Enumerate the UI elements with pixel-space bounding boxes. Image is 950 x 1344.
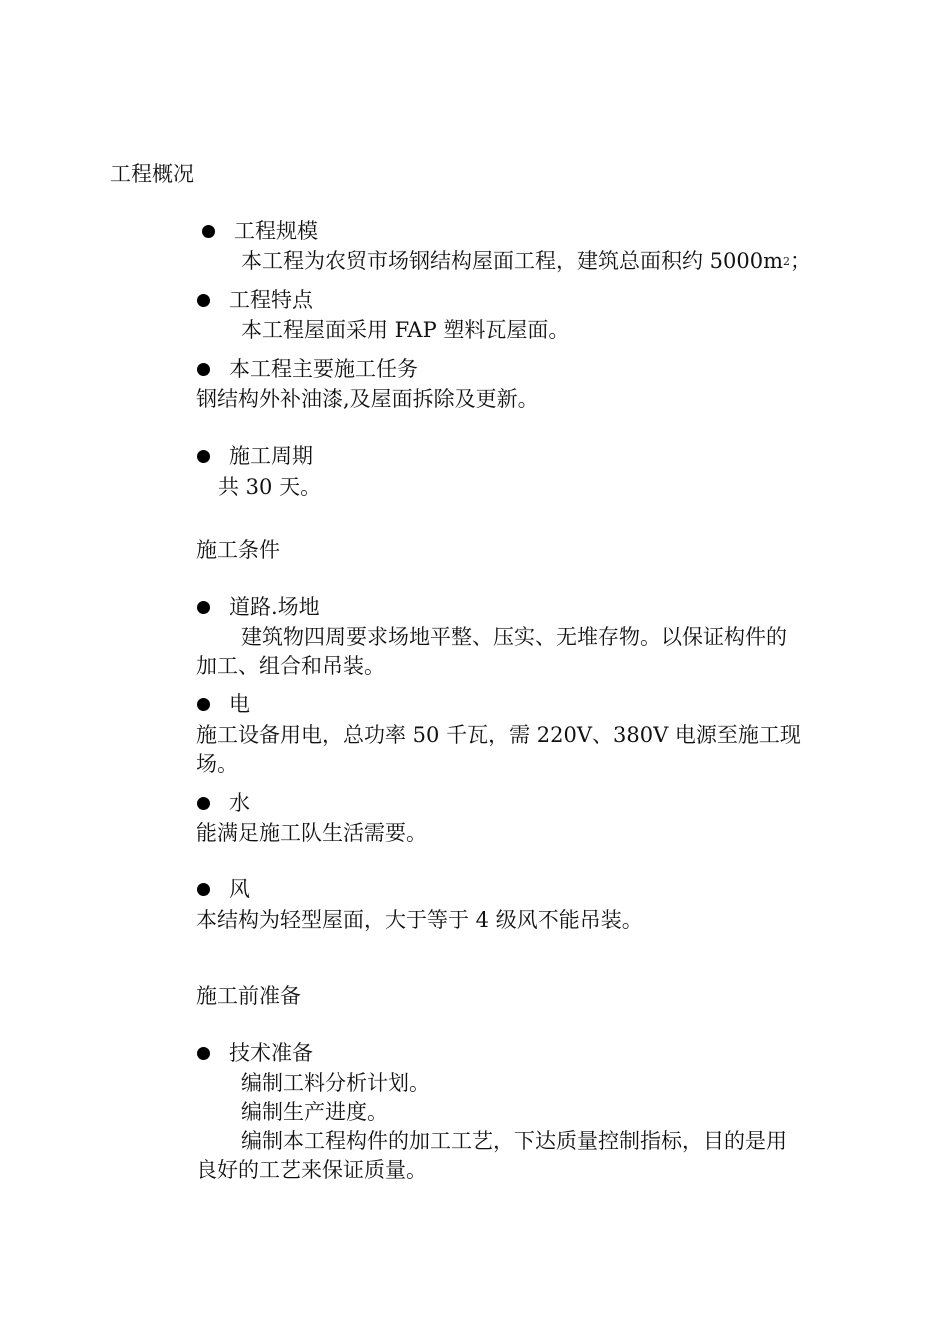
item-title-scale: 工程规模 — [234, 219, 318, 243]
bullet-icon — [202, 225, 215, 238]
item-body-power-line2: 场。 — [196, 752, 238, 776]
scale-text-end: ； — [790, 249, 812, 273]
item-title-technical: 技术准备 — [229, 1041, 313, 1065]
scale-text: 本工程为农贸市场钢结构屋面工程，建筑总面积约 5000m — [241, 249, 784, 273]
bullet-icon — [197, 294, 210, 307]
bullet-icon — [197, 883, 210, 896]
unit-superscript: 2 — [783, 255, 791, 268]
section-heading-overview: 工程概况 — [110, 162, 194, 186]
item-body-scale — [241, 251, 811, 272]
item-body-technical-line4: 良好的工艺来保证质量。 — [196, 1158, 427, 1182]
item-body-tasks: 钢结构外补油漆,及屋面拆除及更新。 — [196, 387, 539, 411]
item-body-features: 本工程屋面采用 FAP 塑料瓦屋面。 — [241, 318, 570, 342]
item-body-road-line2: 加工、组合和吊装。 — [196, 654, 385, 678]
item-body-technical-line3: 编制本工程构件的加工工艺，下达质量控制指标，目的是用 — [241, 1129, 787, 1153]
item-title-water: 水 — [229, 791, 250, 815]
section-heading-conditions: 施工条件 — [196, 538, 280, 562]
item-title-wind: 风 — [229, 877, 250, 901]
item-body-water: 能满足施工队生活需要。 — [196, 821, 427, 845]
item-body-technical-line1: 编制工料分析计划。 — [241, 1071, 430, 1095]
item-title-tasks: 本工程主要施工任务 — [229, 357, 418, 381]
item-body-road-line1: 建筑物四周要求场地平整、压实、无堆存物。以保证构件的 — [241, 625, 787, 649]
bullet-icon — [197, 797, 210, 810]
item-body-period: 共 30 天。 — [218, 475, 322, 499]
bullet-icon — [197, 698, 210, 711]
bullet-icon — [197, 450, 210, 463]
section-heading-preparation: 施工前准备 — [196, 984, 301, 1008]
item-title-features: 工程特点 — [229, 288, 313, 312]
bullet-icon — [197, 1047, 210, 1060]
bullet-icon — [197, 363, 210, 376]
item-body-wind: 本结构为轻型屋面，大于等于 4 级风不能吊装。 — [196, 908, 643, 932]
item-title-period: 施工周期 — [229, 444, 313, 468]
item-title-power: 电 — [229, 692, 250, 716]
item-body-technical-line2: 编制生产进度。 — [241, 1100, 388, 1124]
item-body-power-line1: 施工设备用电，总功率 50 千瓦，需 220V、380V 电源至施工现 — [196, 723, 801, 747]
bullet-icon — [197, 601, 210, 614]
item-title-road: 道路.场地 — [229, 595, 320, 619]
